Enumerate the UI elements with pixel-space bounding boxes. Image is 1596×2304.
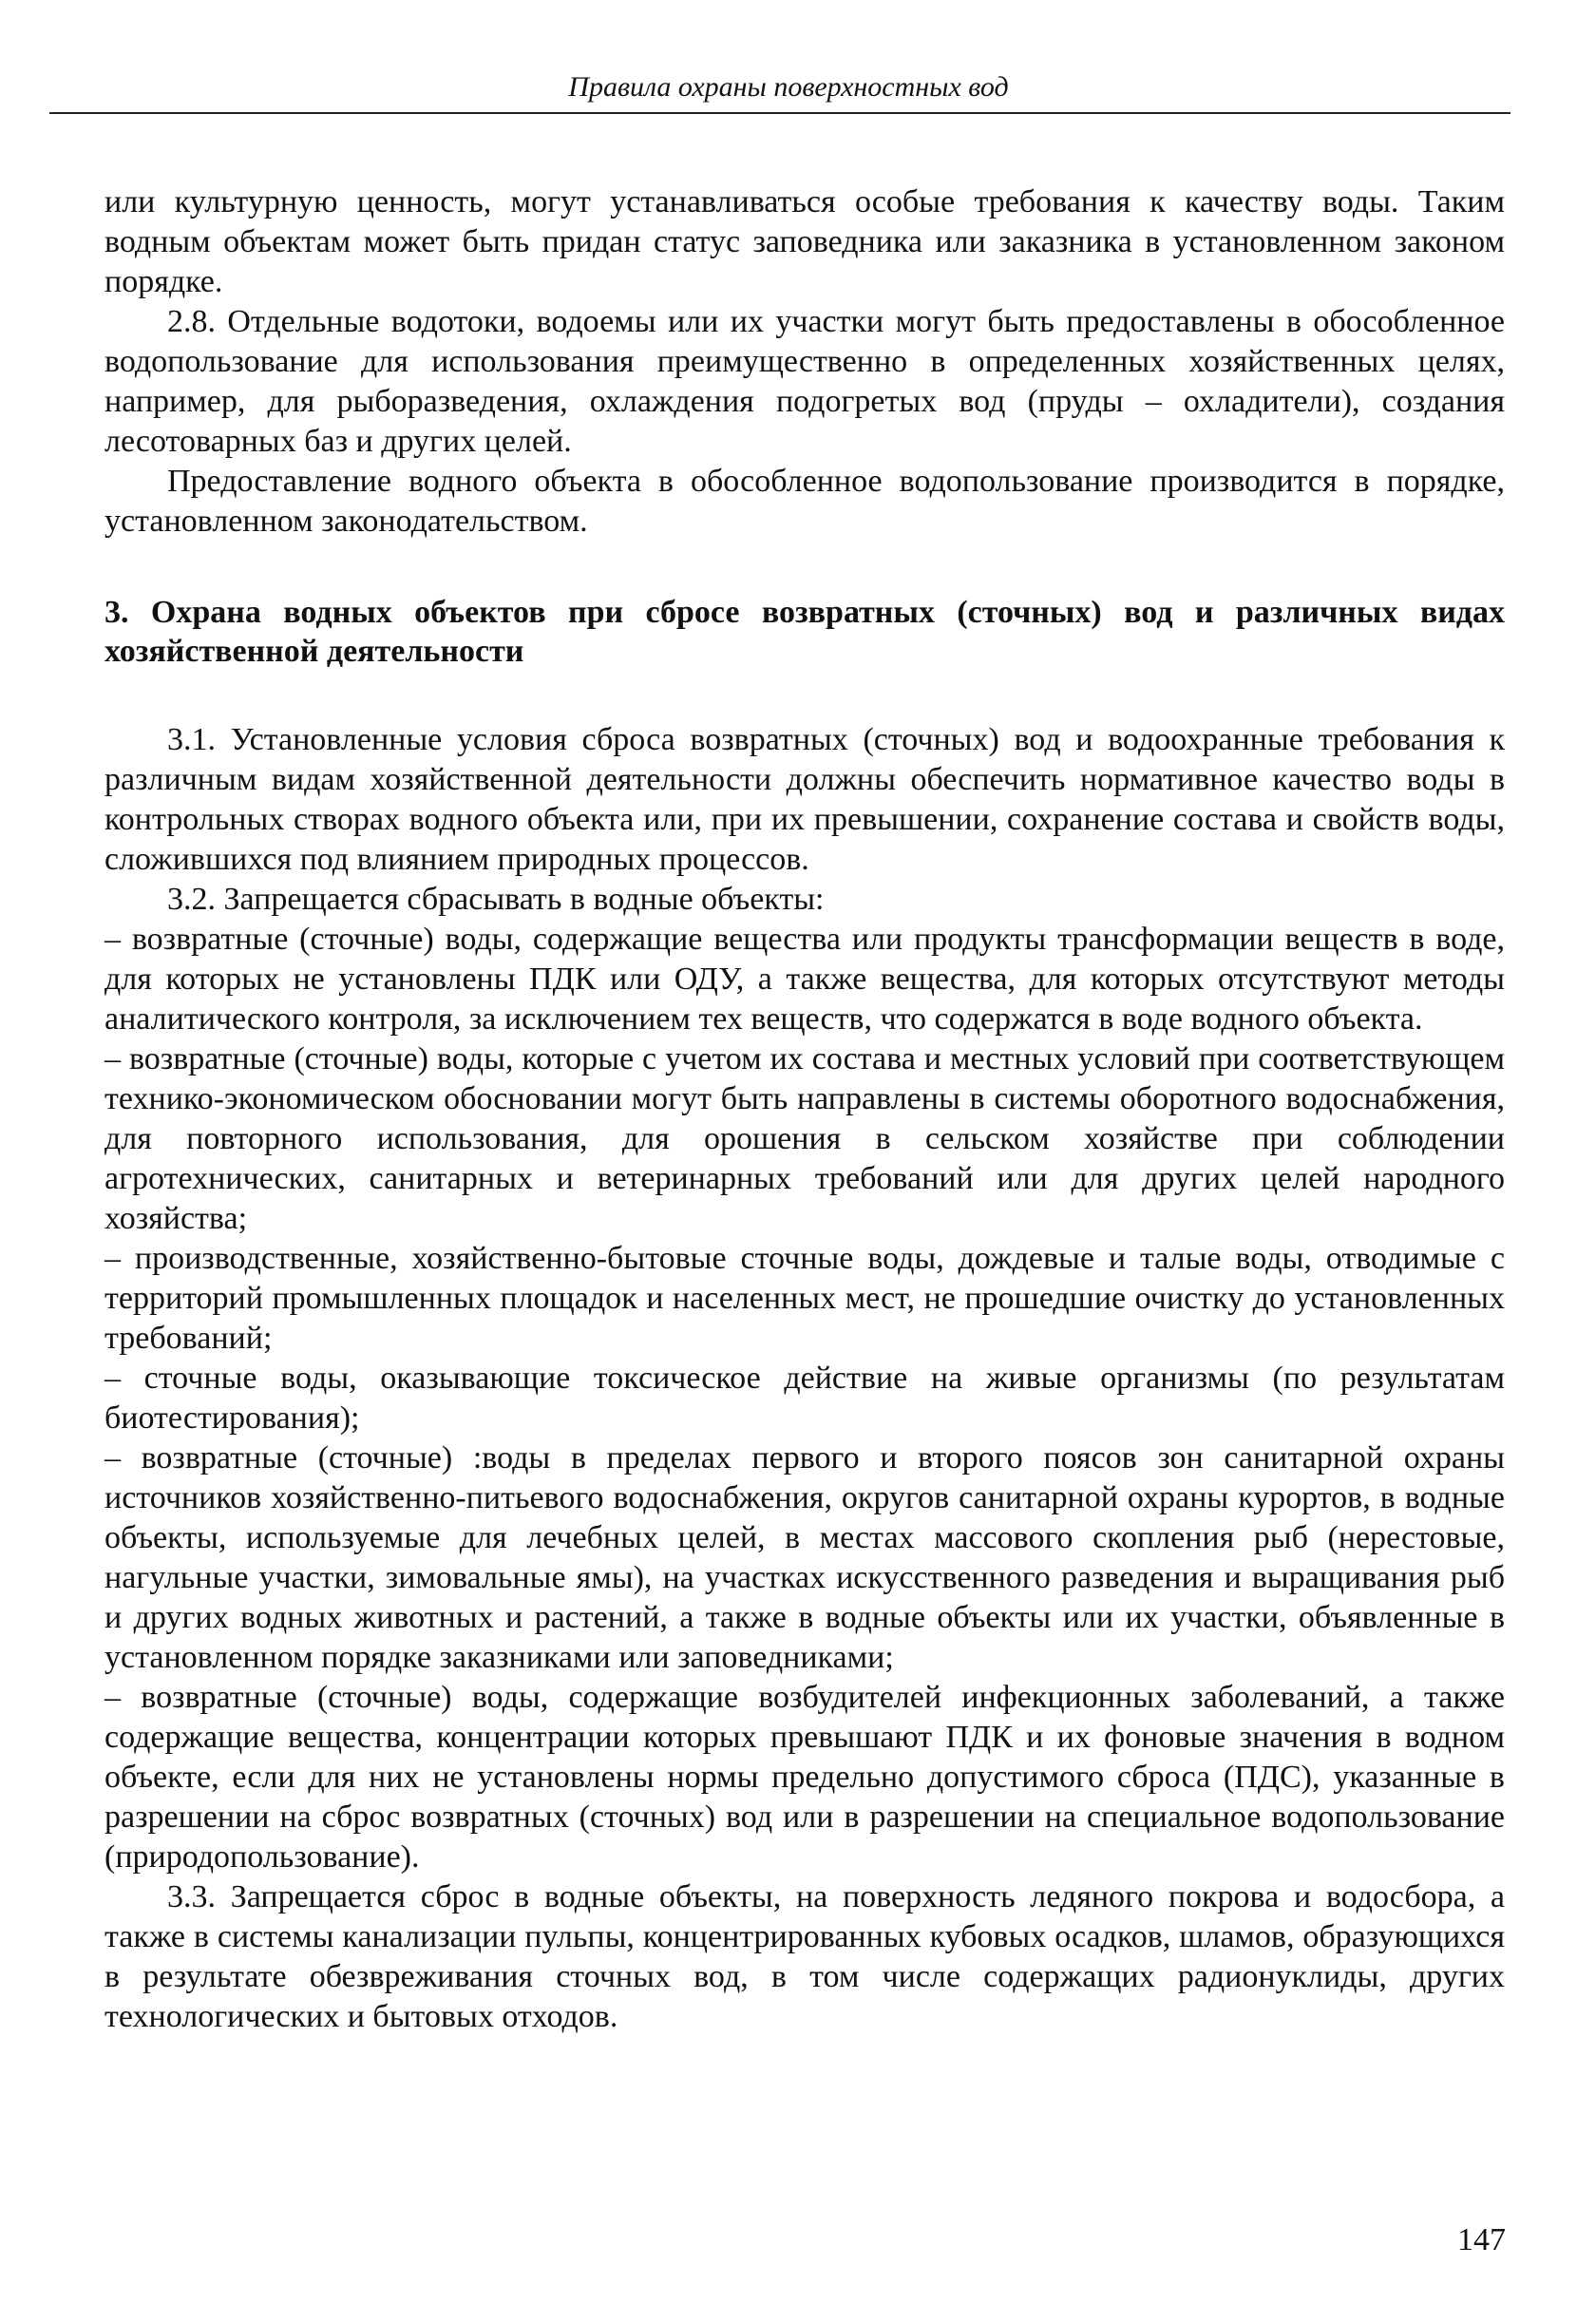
list-item: – возвратные (сточные) воды, содержащие возбудителей инфекционных заболеваний, а также содержащие вещества, концентрации которых превышают ПДК и их фоновые значения в водном объекте, если для них не установлены нормы предельно допустимого сброса (ПДС), указанные в разрешении на сброс возвратных (сточных) вод или в разрешении на специальное водопользование (природопользование). <box>104 1680 1505 1875</box>
paragraph-3-2: 3.2. Запрещается сбрасывать в водные объекты: <box>167 882 825 917</box>
page-number: 147 <box>1457 2222 1506 2257</box>
page-body <box>104 182 1505 2037</box>
list-item: – сточные воды, оказывающие токсическое действие на живые организмы (по результатам биотестирования); <box>104 1361 1505 1436</box>
header-rule <box>49 112 1510 114</box>
list-item: – возвратные (сточные) воды, содержащие вещества или продукты трансформации веществ в воде, для которых не установлены ПДК или ОДУ, а также вещества, для которых отсутствуют методы аналитического контроля, за исключением тех веществ, что содержатся в воде водного объекта. <box>104 922 1505 1037</box>
list-item: – возвратные (сточные) :воды в пределах первого и второго поясов зон санитарной охраны источников хозяйственно-питьевого водоснабжения, округов санитарной охраны курортов, в водные объекты, используемые для лечебных целей, в местах массового скопления рыб (нерестовые, нагульные участки, зимовальные ямы), на участках искусственного разведения и выращивания рыб и других водных животных и растений, а также в водные объекты или их участки, объявленные в установленном порядке заказниками или заповедниками; <box>104 1440 1505 1675</box>
list-item: – производственные, хозяйственно-бытовые сточные воды, дождевые и талые воды, отводимые с территорий промышленных площадок и населенных мест, не прошедшие очистку до установленных требований; <box>104 1241 1505 1356</box>
paragraph-3-3: 3.3. Запрещается сброс в водные объекты, на поверхность ледяного покрова и водосбора, а также в системы канализации пульпы, концентрированных кубовых осадков, шламов, образующихся в результате обезвреживания сточных вод, в том числе содержащих радионуклиды, других технологических и бытовых отходов. <box>104 1879 1505 2034</box>
paragraph-continued: или культурную ценность, могут устанавливаться особые требования к качеству воды. Таким водным объектам может быть придан статус заповедника или заказника в установленном законом порядке. <box>104 184 1505 299</box>
list-item: – возвратные (сточные) воды, которые с учетом их состава и местных условий при соответствующем технико-экономическом обосновании могут быть направлены в системы оборотного водоснабжения, для повторного использования, для орошения в сельском хозяйстве при соблюдении агротехнических, санитарных и ветеринарных требований или для других целей народного хозяйства; <box>104 1041 1505 1236</box>
running-title: Правила охраны поверхностных вод <box>568 71 1009 103</box>
paragraph-2-8: 2.8. Отдельные водотоки, водоемы или их участки могут быть предоставлены в обособленное водопользование для использования преимущественно в определенных хозяйственных целях, например, для рыборазведения, охлаждения подогретых вод (пруды – охладители), создания лесотоварных баз и других целей. <box>104 304 1505 459</box>
paragraph-3-1: 3.1. Установленные условия сброса возвратных (сточных) вод и водоохранные требования к различным видам хозяйственной деятельности должны обеспечить нормативное качество воды в контрольных створах водного объекта или, при их превышении, сохранение состава и свойств воды, сложившихся под влиянием природных процессов. <box>104 722 1505 877</box>
section-3-heading: 3. Охрана водных объектов при сбросе возвратных (сточных) вод и различных видах хозяйственной деятельности <box>104 595 1505 669</box>
paragraph-2-8-b: Предоставление водного объекта в обособленное водопользование производится в порядке, установленном законодательством. <box>104 464 1505 539</box>
